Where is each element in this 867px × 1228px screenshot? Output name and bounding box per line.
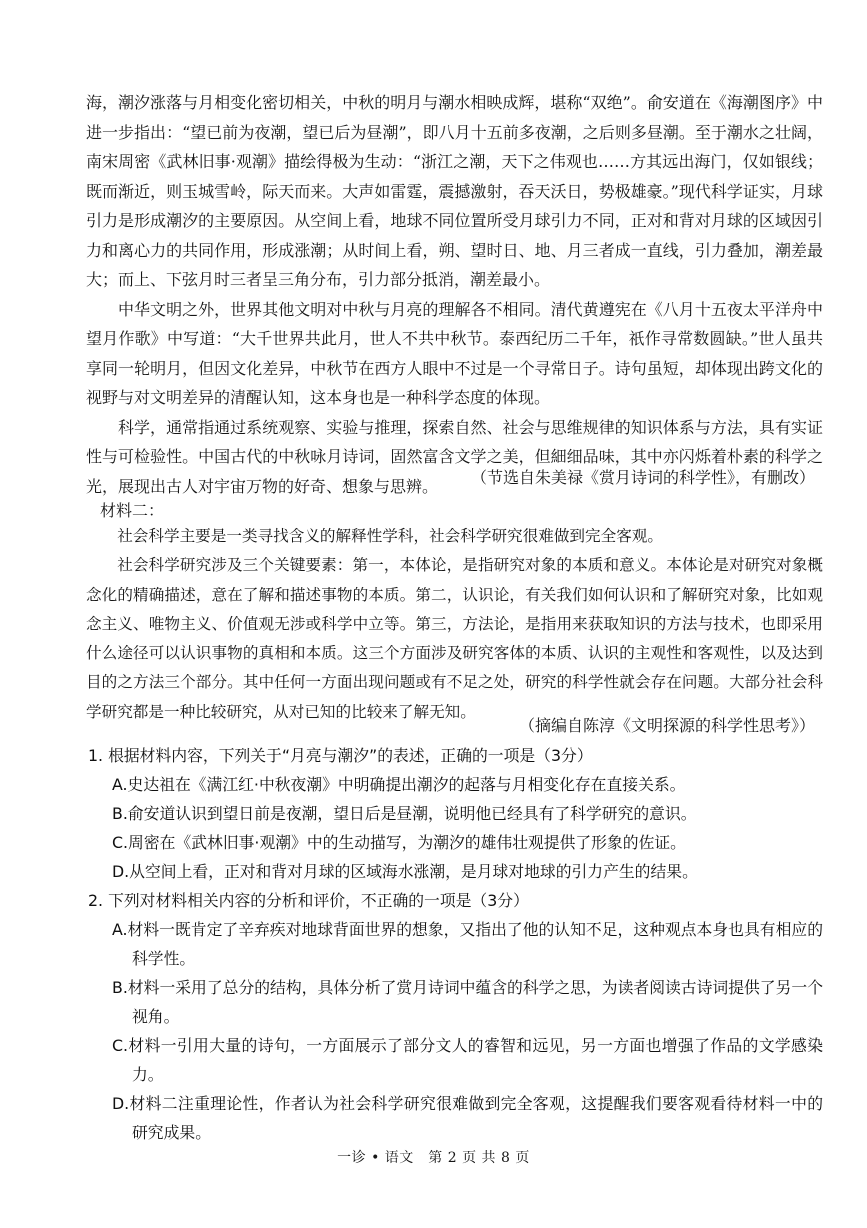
passage-two [86,522,823,727]
page-footer: 一诊 • 语文 第 2 页 共 8 页 [337,1150,530,1166]
passage-paragraph: 社会科学研究涉及三个关键要素：第一，本体论，是指研究对象的本质和意义。本体论是对研究对象概念化的精确描述，意在了解和描述事物的本质。第二，认识论，有关我们如何认识和了解研究对象，比如观念主义、唯物主义、价值观无涉或科学中立等。第三，方法论，是指用来获取知识的方法与技术，也即采用什么途径可以认识事物的真相和本质。这三个方面涉及研究客体的本质、认识的主观性和客观性，以及达到目的之方法三个部分。其中任何一方面出现问题或有不足之处，研究的科学性就会存在问题。大部分社会科学研究都是一种比较研究，从对已知的比较来了解无知。 [86,556,823,721]
material-two-heading: 材料二： [100,501,165,520]
option-b: B.俞安道认识到望日前是夜潮，望日后是昼潮，说明他已经具有了科学研究的意识。 [112,804,697,823]
question-1 [88,741,823,886]
option-b: B.材料一采用了总分的结构，具体分析了赏月诗词中蕴含的科学之思，为读者阅读古诗词提供了另一个视角。 [112,978,823,1026]
passage-paragraph: 海，潮汐涨落与月相变化密切相关，中秋的明月与潮水相映成辉，堪称“双绝”。俞安道在《海潮图序》中进一步指出：“望已前为夜潮，望已后为昼潮”，即八月十五前多夜潮，之后则多昼潮。至于潮水之壮阔，南宋周密《武林旧事·观潮》描绘得极为生动：“浙江之潮，天下之伟观也……方其远出海门，仅如银线；既而渐近，则玉城雪岭，际天而来。大声如雷霆，震撼激射，吞天沃日，势极雄豪。”现代科学证实，月球引力是形成潮汐的主要原因。从空间上看，地球不同位置所受月球引力不同，正对和背对月球的区域因引力和离心力的共同作用，形成涨潮；从时间上看，朔、望时日、地、月三者成一直线，引力叠加，潮差最大；而上、下弦月时三者呈三角分布，引力部分抵消，潮差最小。 [86,93,823,289]
option-a: A.材料一既肯定了辛弃疾对地球背面世界的想象，又指出了他的认知不足，这种观点本身也具有相应的科学性。 [112,920,823,968]
passage-paragraph: 中华文明之外，世界其他文明对中秋与月亮的理解各不相同。清代黄遵宪在《八月十五夜太平洋舟中望月作歌》中写道：“大千世界共此月，世人不共中秋节。泰西纪历二千年，祇作寻常数圆缺。”世人虽共享同一轮明月，但因文化差异，中秋节在西方人眼中不过是一个寻常日子。诗句虽短，却体现出跨文化的视野与对文明差异的清醒认知，这本身也是一种科学态度的体现。 [86,299,823,407]
passage-paragraph: 科学，通常指通过系统观察、实验与推理，探索自然、社会与思维规律的知识体系与方法，具有实证性与可检验性。中国古代的中秋咏月诗词，固然富含文学之美，但細细品味，其中亦闪烁着朴素的科学之光，展现出古人对宇宙万物的好奇、想象与思辨。 [86,417,823,496]
option-a: A.史达祖在《满江红·中秋夜潮》中明确提出潮汐的起落与月相变化存在直接关系。 [112,775,686,794]
question-stem: 2. 下列对材料相关内容的分析和评价，不正确的一项是（3分） [88,891,529,910]
option-c: C.材料一引用大量的诗句，一方面展示了部分文人的睿智和远见，另一方面也增强了作品的文学感染力。 [112,1036,823,1084]
question-stem: 1. 根据材料内容，下列关于“月亮与潮汐”的表述，正确的一项是（3分） [88,746,593,765]
passage-paragraph: 社会科学主要是一类寻找含义的解释性学科，社会科学研究很难做到完全客观。 [117,527,663,545]
passage-one-source: （节选自朱美禄《赏月诗词的科学性》，有删改） [470,468,815,487]
option-c: C.周密在《武林旧事·观潮》中的生动描写，为潮汐的雄伟壮观提供了形象的佐证。 [112,833,686,852]
passage-two-source: （摘编自陈淳《文明探源的科学性思考》） [518,716,815,735]
passage-one [86,88,823,501]
option-d: D.从空间上看，正对和背对月球的区域海水涨潮，是月球对地球的引力产生的结果。 [112,862,698,881]
question-2 [88,886,823,1147]
question-list [88,741,823,1147]
option-d: D.材料二注重理论性，作者认为社会科学研究很难做到完全客观，这提醒我们要客观看待材料一中的研究成果。 [112,1094,823,1142]
